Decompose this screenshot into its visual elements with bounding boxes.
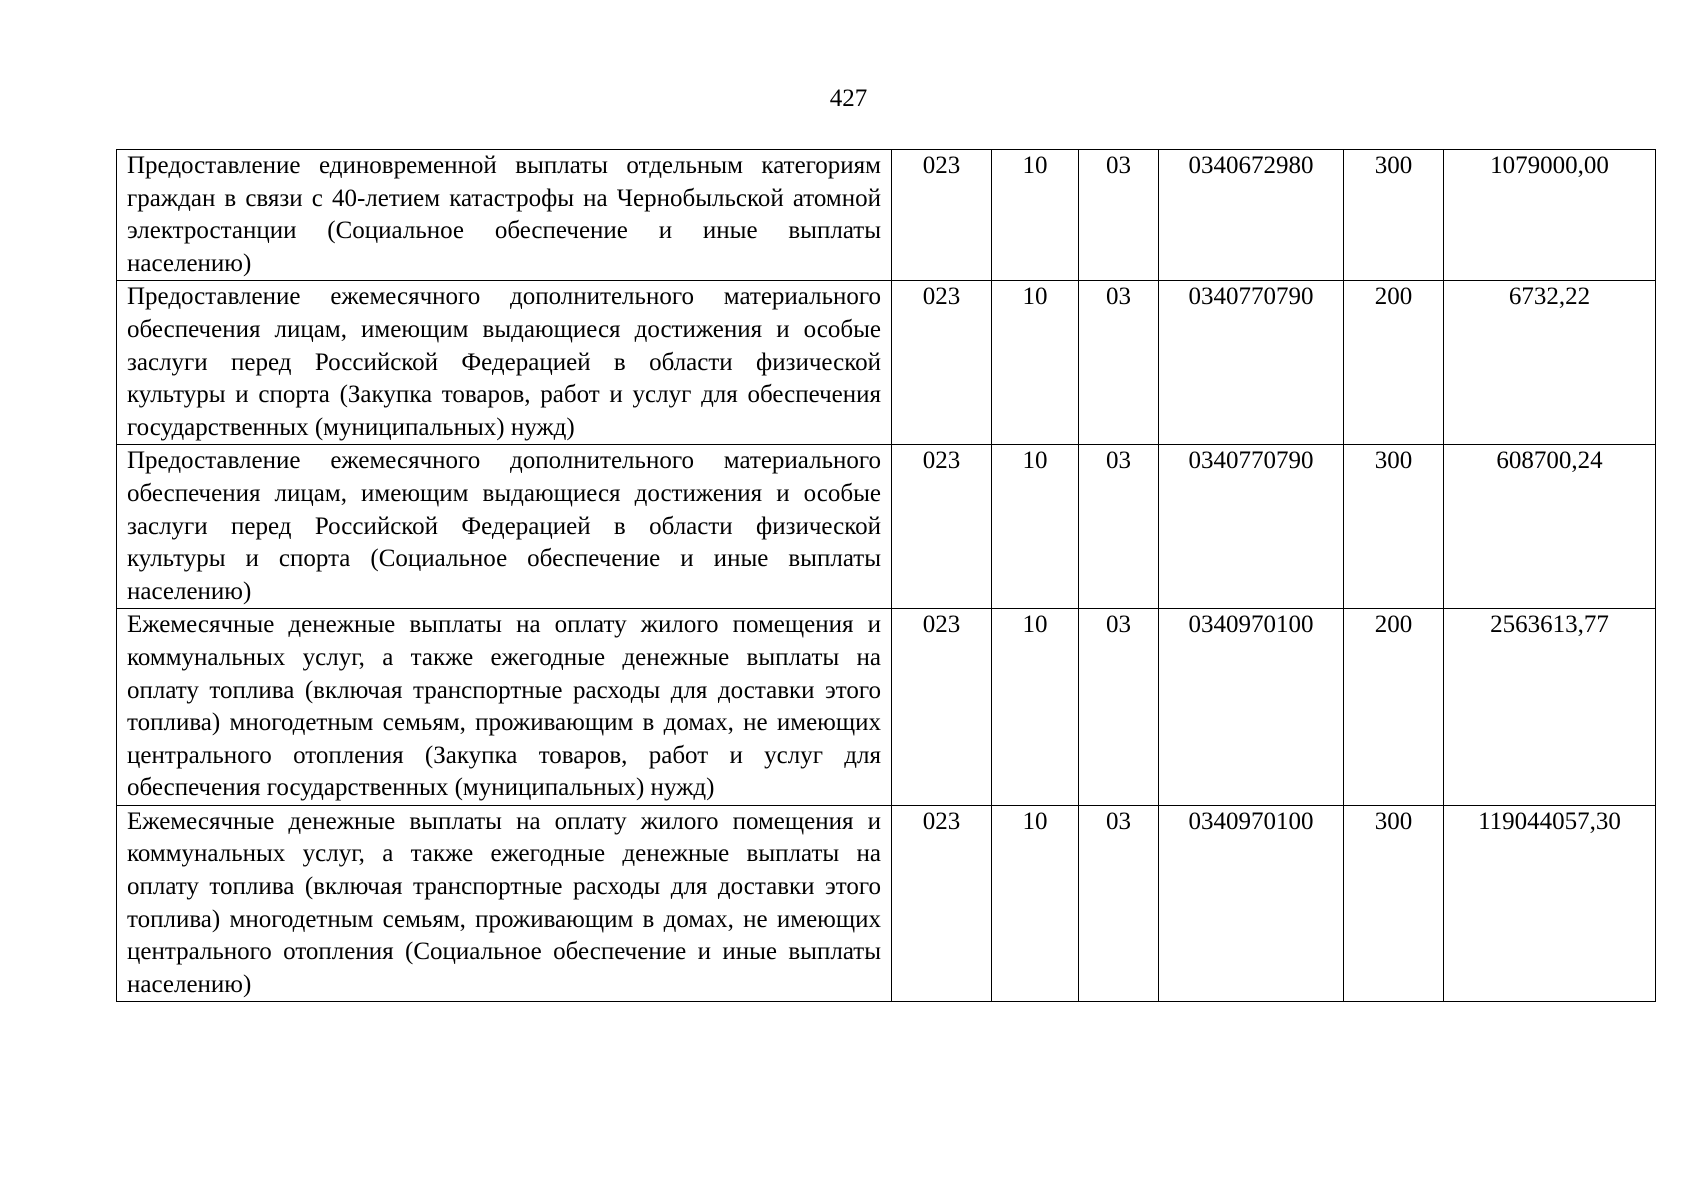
row-target-article-code: 0340970100 bbox=[1159, 609, 1344, 806]
row-section-code: 10 bbox=[992, 150, 1079, 281]
row-target-article-code: 0340770790 bbox=[1159, 281, 1344, 445]
row-amount: 6732,22 bbox=[1444, 281, 1656, 445]
row-subsection-code: 03 bbox=[1079, 150, 1159, 281]
row-subsection-code: 03 bbox=[1079, 445, 1159, 609]
table-row bbox=[117, 805, 1656, 1002]
row-section-code: 10 bbox=[992, 445, 1079, 609]
table-row bbox=[117, 281, 1656, 445]
row-ministry-code: 023 bbox=[892, 281, 992, 445]
row-subsection-code: 03 bbox=[1079, 609, 1159, 806]
budget-table bbox=[116, 149, 1656, 1002]
row-section-code: 10 bbox=[992, 805, 1079, 1002]
row-expense-type-code: 200 bbox=[1344, 281, 1444, 445]
row-ministry-code: 023 bbox=[892, 445, 992, 609]
table-row bbox=[117, 445, 1656, 609]
table-row bbox=[117, 609, 1656, 806]
row-section-code: 10 bbox=[992, 281, 1079, 445]
row-amount: 608700,24 bbox=[1444, 445, 1656, 609]
row-expense-type-code: 300 bbox=[1344, 150, 1444, 281]
row-section-code: 10 bbox=[992, 609, 1079, 806]
page-number: 427 bbox=[829, 85, 868, 112]
row-ministry-code: 023 bbox=[892, 150, 992, 281]
row-amount: 119044057,30 bbox=[1444, 805, 1656, 1002]
row-description: Предоставление единовременной выплаты отдельным категориям граждан в связи с 40-летием катастрофы на Чернобыльской атомной электростанции (Социальное обеспечение и иные выплаты населению) bbox=[117, 150, 892, 281]
row-subsection-code: 03 bbox=[1079, 805, 1159, 1002]
row-target-article-code: 0340770790 bbox=[1159, 445, 1344, 609]
row-amount: 1079000,00 bbox=[1444, 150, 1656, 281]
row-expense-type-code: 300 bbox=[1344, 445, 1444, 609]
row-description: Предоставление ежемесячного дополнительного материального обеспечения лицам, имеющим выдающиеся достижения и особые заслуги перед Российской Федерацией в области физической культуры и спорта (Закупка товаров, работ и услуг для обеспечения государственных (муниципальных) нужд) bbox=[117, 281, 892, 445]
row-target-article-code: 0340970100 bbox=[1159, 805, 1344, 1002]
row-ministry-code: 023 bbox=[892, 805, 992, 1002]
row-description: Ежемесячные денежные выплаты на оплату жилого помещения и коммунальных услуг, а также ежегодные денежные выплаты на оплату топлива (включая транспортные расходы для доставки этого топлива) многодетным семьям, проживающим в домах, не имеющих центрального отопления (Социальное обеспечение и иные выплаты населению) bbox=[117, 805, 892, 1002]
table-row bbox=[117, 150, 1656, 281]
row-target-article-code: 0340672980 bbox=[1159, 150, 1344, 281]
row-description: Ежемесячные денежные выплаты на оплату жилого помещения и коммунальных услуг, а также ежегодные денежные выплаты на оплату топлива (включая транспортные расходы для доставки этого топлива) многодетным семьям, проживающим в домах, не имеющих центрального отопления (Закупка товаров, работ и услуг для обеспечения государственных (муниципальных) нужд) bbox=[117, 609, 892, 806]
row-amount: 2563613,77 bbox=[1444, 609, 1656, 806]
row-expense-type-code: 300 bbox=[1344, 805, 1444, 1002]
row-expense-type-code: 200 bbox=[1344, 609, 1444, 806]
row-ministry-code: 023 bbox=[892, 609, 992, 806]
row-description: Предоставление ежемесячного дополнительного материального обеспечения лицам, имеющим выдающиеся достижения и особые заслуги перед Российской Федерацией в области физической культуры и спорта (Социальное обеспечение и иные выплаты населению) bbox=[117, 445, 892, 609]
row-subsection-code: 03 bbox=[1079, 281, 1159, 445]
